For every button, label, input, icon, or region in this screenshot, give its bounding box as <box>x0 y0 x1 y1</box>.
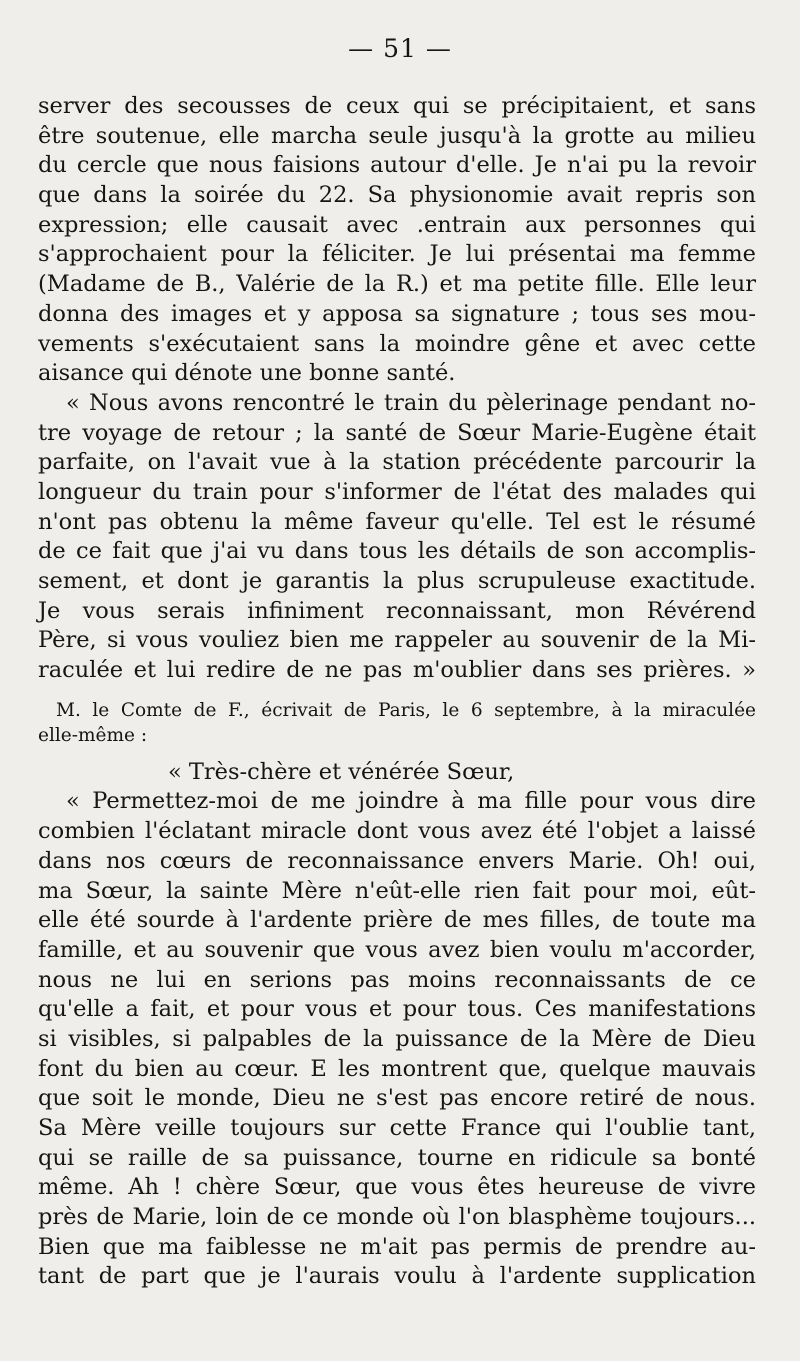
text-line: M. le Comte de F., écrivait de Paris, le 6 septembre, à la miraculée <box>56 699 756 721</box>
text-line: elle été sourde à l'ardente prière de mes filles, de toute ma <box>38 907 756 934</box>
page-number: — 51 — <box>348 34 452 63</box>
text-line: « Nous avons rencontré le train du pèlerinage pendant no- <box>66 389 756 416</box>
text-line: vements s'exécutaient sans la moindre gêne et avec cette <box>38 330 756 357</box>
text-line: que dans la soirée du 22. Sa physionomie avait repris son <box>38 182 756 209</box>
text-line: parfaite, on l'avait vue à la station précédente parcourir la <box>38 449 756 476</box>
text-line: qui se raille de sa puissance, tourne en ridicule sa bonté <box>38 1144 756 1171</box>
text-line: Je vous serais infiniment reconnaissant, mon Révérend <box>38 597 756 624</box>
text-line: près de Marie, loin de ce monde où l'on blasphème toujours... <box>38 1204 756 1231</box>
text-line: que soit le monde, Dieu ne s'est pas encore retiré de nous. <box>38 1085 756 1112</box>
text-line: ma Sœur, la sainte Mère n'eût-elle rien fait pour moi, eût- <box>38 877 756 904</box>
text-line: « Permettez-moi de me joindre à ma fille pour vous dire <box>66 788 756 815</box>
intro-note <box>38 698 756 748</box>
text-line: sement, et dont je garantis la plus scrupuleuse exactitude. <box>38 568 756 594</box>
text-line: donna des images et y apposa sa signature ; tous ses mou- <box>38 300 756 327</box>
text-line: server des secousses de ceux qui se précipitaient, et sans <box>38 93 756 119</box>
paragraph-2 <box>38 389 756 686</box>
text-line: tre voyage de retour ; la santé de Sœur Marie-Eugène était <box>38 419 756 446</box>
text-line: font du bien au cœur. E les montrent que, quelque mauvais <box>38 1055 756 1082</box>
text-line: longueur du train pour s'informer de l'état des malades qui <box>38 478 756 505</box>
text-line: tant de part que je l'aurais voulu à l'ardente supplication <box>38 1263 756 1290</box>
text-line: de ce fait que j'ai vu dans tous les détails de son accomplis- <box>38 538 756 565</box>
text-line: combien l'éclatant miracle dont vous avez été l'objet a laissé <box>38 818 756 845</box>
text-line: n'ont pas obtenu la même faveur qu'elle. Tel est le résumé <box>38 508 756 535</box>
text-line: si visibles, si palpables de la puissance de la Mère de Dieu <box>38 1025 756 1052</box>
text-line: famille, et au souvenir que vous avez bien voulu m'accorder, <box>38 936 756 963</box>
text-line: raculée et lui redire de ne pas m'oublier dans ses prières. » <box>38 657 756 684</box>
page-body <box>38 92 756 1292</box>
text-line: Bien que ma faiblesse ne m'ait pas permis de prendre au- <box>38 1233 756 1260</box>
text-line: dans nos cœurs de reconnaissance envers Marie. Oh! oui, <box>38 847 756 874</box>
paragraph-1 <box>38 92 756 389</box>
letter-salutation: « Très-chère et vénérée Sœur, <box>168 758 515 785</box>
text-line: expression; elle causait avec .entrain aux personnes qui <box>38 211 756 238</box>
text-line: aisance qui dénote une bonne santé. <box>38 360 456 387</box>
text-line: (Madame de B., Valérie de la R.) et ma petite fille. Elle leur <box>38 271 756 298</box>
text-line: Sa Mère veille toujours sur cette France qui l'oublie tant, <box>38 1115 756 1141</box>
text-line: du cercle que nous faisions autour d'elle. Je n'ai pu la revoir <box>38 152 756 179</box>
text-line: être soutenue, elle marcha seule jusqu'à la grotte au milieu <box>38 122 756 149</box>
text-line: même. Ah ! chère Sœur, que vous êtes heureuse de vivre <box>38 1174 756 1201</box>
text-line: Père, si vous vouliez bien me rappeler au souvenir de la Mi- <box>38 627 756 654</box>
text-line: nous ne lui en serions pas moins reconnaissants de ce <box>38 966 756 993</box>
text-line: elle-même : <box>38 724 148 746</box>
letter <box>38 758 756 1292</box>
text-line: s'approchaient pour la féliciter. Je lui présentai ma femme <box>38 241 756 268</box>
text-line: qu'elle a fait, et pour vous et pour tous. Ces manifestations <box>38 996 756 1023</box>
